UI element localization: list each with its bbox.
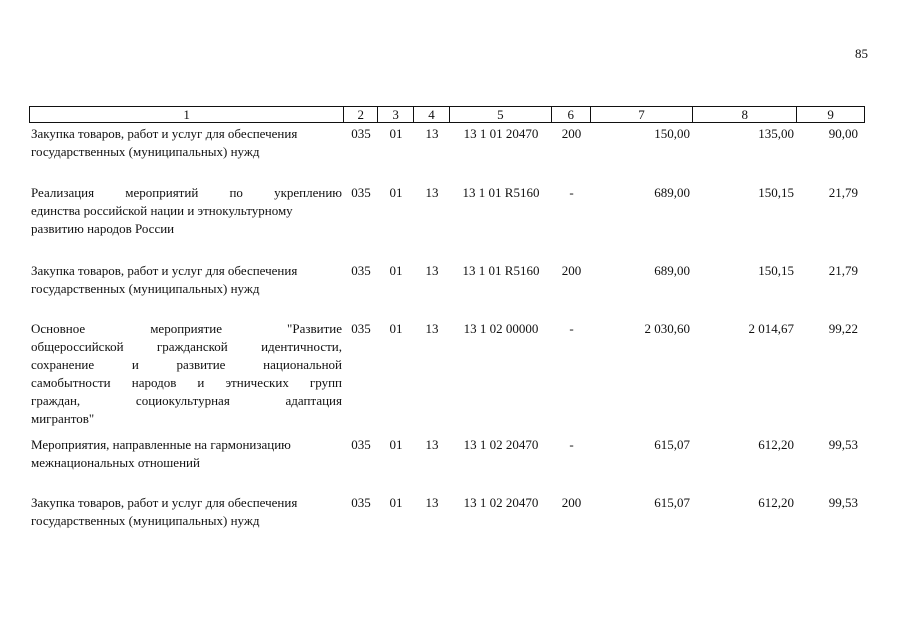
cell-col-5: 13 1 02 20470: [463, 495, 539, 510]
row-name-line: государственных (муниципальных) нужд: [31, 513, 260, 528]
cell-col-4: 13: [425, 437, 439, 452]
cell-col-9: 21,79: [828, 185, 858, 200]
cell-col-8: 2 014,67: [748, 321, 794, 336]
row-name-line: Закупка товаров, работ и услуг для обеспечения: [31, 263, 298, 278]
table-row: [29, 436, 865, 472]
cell-col-6: 200: [561, 263, 582, 278]
header-col-4: 4: [414, 107, 450, 122]
row-name-line: Основное мероприятие "Развитие: [31, 321, 342, 336]
table-row: [29, 494, 865, 530]
table-row: [29, 125, 865, 161]
cell-col-5: 13 1 02 20470: [463, 437, 539, 452]
table-row: [29, 262, 865, 298]
cell-col-7: 615,07: [654, 437, 690, 452]
row-name-line: граждан, социокультурная адаптация: [31, 393, 342, 408]
cell-col-8: 612,20: [758, 437, 794, 452]
cell-col-6: -: [569, 321, 574, 336]
row-name-line: развитию народов России: [31, 221, 175, 236]
row-name: [29, 494, 344, 530]
header-col-7: 7: [591, 107, 694, 122]
row-name: [29, 184, 344, 238]
row-name: [29, 436, 344, 472]
cell-col-7: 2 030,60: [644, 321, 690, 336]
row-name-line: мигрантов": [31, 411, 95, 426]
cell-col-7: 689,00: [654, 263, 690, 278]
header-col-6: 6: [552, 107, 591, 122]
cell-col-3: 01: [389, 263, 403, 278]
cell-col-2: 035: [351, 263, 371, 278]
cell-col-4: 13: [425, 263, 439, 278]
cell-col-8: 612,20: [758, 495, 794, 510]
header-col-3: 3: [378, 107, 414, 122]
table-row: [29, 320, 865, 428]
cell-col-9: 99,53: [828, 495, 858, 510]
cell-col-9: 90,00: [828, 126, 858, 141]
cell-col-2: 035: [351, 321, 371, 336]
cell-col-4: 13: [425, 126, 439, 141]
cell-col-3: 01: [389, 437, 403, 452]
cell-col-7: 150,00: [654, 126, 690, 141]
row-name-line: сохранение и развитие национальной: [31, 357, 342, 372]
cell-col-2: 035: [351, 126, 371, 141]
cell-col-6: -: [569, 437, 574, 452]
row-name: [29, 320, 344, 428]
cell-col-9: 21,79: [828, 263, 858, 278]
cell-col-8: 150,15: [758, 185, 794, 200]
header-col-1: 1: [30, 107, 344, 122]
cell-col-4: 13: [425, 185, 439, 200]
row-name-line: государственных (муниципальных) нужд: [31, 281, 260, 296]
cell-col-2: 035: [351, 437, 371, 452]
cell-col-6: 200: [561, 495, 582, 510]
cell-col-7: 615,07: [654, 495, 690, 510]
row-name-line: Закупка товаров, работ и услуг для обеспечения: [31, 495, 298, 510]
row-name: [29, 262, 344, 298]
cell-col-3: 01: [389, 185, 403, 200]
cell-col-5: 13 1 02 00000: [463, 321, 539, 336]
cell-col-3: 01: [389, 321, 403, 336]
cell-col-6: -: [569, 185, 574, 200]
cell-col-2: 035: [351, 185, 371, 200]
row-name-line: государственных (муниципальных) нужд: [31, 144, 260, 159]
header-col-5: 5: [450, 107, 552, 122]
row-name-line: единства российской нации и этнокультурному: [31, 203, 293, 218]
cell-col-3: 01: [389, 495, 403, 510]
cell-col-8: 135,00: [758, 126, 794, 141]
row-name: [29, 125, 344, 161]
row-name-line: Закупка товаров, работ и услуг для обеспечения: [31, 126, 298, 141]
row-name-line: общероссийской гражданской идентичности,: [31, 339, 342, 354]
table-row: [29, 184, 865, 238]
header-col-8: 8: [693, 107, 797, 122]
cell-col-4: 13: [425, 321, 439, 336]
cell-col-2: 035: [351, 495, 371, 510]
cell-col-8: 150,15: [758, 263, 794, 278]
cell-col-5: 13 1 01 R5160: [462, 263, 540, 278]
row-name-line: межнациональных отношений: [31, 455, 200, 470]
table-header: [29, 106, 865, 123]
cell-col-4: 13: [425, 495, 439, 510]
cell-col-7: 689,00: [654, 185, 690, 200]
page-number: 85: [855, 46, 868, 61]
cell-col-9: 99,22: [828, 321, 858, 336]
cell-col-3: 01: [389, 126, 403, 141]
row-name-line: самобытности народов и этнических групп: [31, 375, 342, 390]
row-name-line: Реализация мероприятий по укреплению: [31, 185, 342, 200]
cell-col-6: 200: [561, 126, 582, 141]
header-col-9: 9: [827, 107, 834, 122]
header-col-2: 2: [344, 107, 378, 122]
row-name-line: Мероприятия, направленные на гармонизацию: [31, 437, 291, 452]
cell-col-5: 13 1 01 R5160: [462, 185, 540, 200]
cell-col-9: 99,53: [828, 437, 858, 452]
cell-col-5: 13 1 01 20470: [463, 126, 539, 141]
